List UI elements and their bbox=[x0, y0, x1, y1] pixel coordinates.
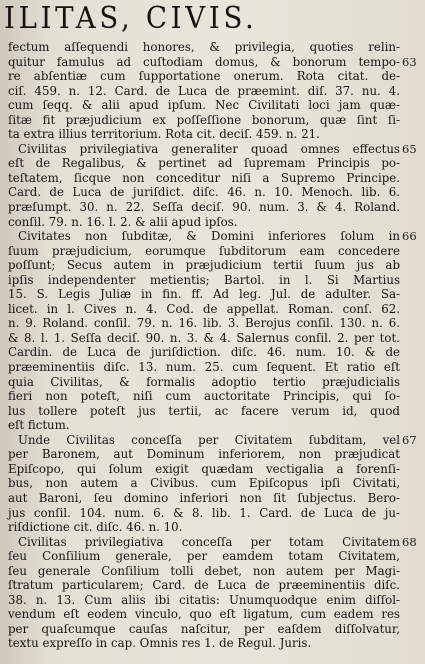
margin-paragraph-number: 63 bbox=[402, 54, 417, 69]
text-line: præeminentiis diſc. 13. num. 25. cum ſequent. Et ratio eſt bbox=[8, 360, 400, 375]
text-line: per quaſcumque cauſas naſcitur, per eaſdem diſſolvatur, bbox=[8, 621, 400, 636]
text-line: eſt fictum. bbox=[8, 418, 70, 433]
text-line: 38. n. 13. Cum aliis ibi citatis: Unumquodque enim diſſol- bbox=[8, 592, 400, 607]
text-line: Civitates non ſubditæ, & Domini inferiores ſolum in bbox=[18, 229, 400, 244]
text-line: jus conſil. 104. num. 6. & 8. lib. 1. Card. de Luca de ju- bbox=[8, 505, 400, 520]
text-line: ſitæ fit præjudicium ex poſſeſſione bonorum, quæ ſint ſi- bbox=[8, 112, 400, 127]
text-line: & 8. l. 1. Seſſa deciſ. 90. n. 3. & 4. Salernus conſil. 2. per tot. bbox=[8, 330, 400, 345]
text-line: lus tollere poteſt jus tertii, ac facere verum id, quod bbox=[8, 403, 400, 418]
text-line: bus, non autem a Civibus. cum Epiſcopus ipſi Civitati, bbox=[8, 476, 400, 491]
margin-paragraph-number: 65 bbox=[402, 141, 417, 156]
text-line: ſeu Conſilium generale, per eamdem totam Civitatem, bbox=[8, 549, 400, 564]
text-line: Civilitas privilegiativa generaliter quoad omnes effectus bbox=[18, 141, 400, 156]
text-line: ta extra illius territorium. Rota cit. deciſ. 459. n. 21. bbox=[8, 127, 320, 142]
text-line: riſdictione cit. diſc. 46. n. 10. bbox=[8, 520, 183, 535]
text-line: conſil. 79. n. 16. l. 2. & alii apud ipſos. bbox=[8, 214, 238, 229]
text-line: ſtratum particularem; Card. de Luca de præeminentiis diſc. bbox=[8, 578, 400, 593]
text-line: Card. de Luca de juriſdict. diſc. 46. n. 10. Menoch. lib. 6. bbox=[8, 185, 400, 200]
text-line: præſumpt. 30. n. 22. Seſſa deciſ. 90. num. 3. & 4. Roland. bbox=[8, 200, 400, 215]
text-line: eſt de Regalibus, & pertinet ad ſupremam Principis po- bbox=[8, 156, 400, 171]
text-line: quia Civilitas, & formalis adoptio tertio præjudicialis bbox=[8, 374, 400, 389]
text-line: 15. S. Legis Juliæ in fin. ff. Ad leg. Jul. de adulter. Sa- bbox=[8, 287, 400, 302]
text-line: Epiſcopo, qui ſolum exigit quædam vectigalia a forenſi- bbox=[8, 461, 400, 476]
running-header: ILITAS, CIVIS. bbox=[4, 1, 258, 36]
text-line: n. 9. Roland. conſil. 79. n. 16. lib. 3. Berojus conſil. 130. n. 6. bbox=[8, 316, 400, 331]
text-line: ipſis independenter metientis; Bartol. in l. Si Martius bbox=[8, 272, 400, 287]
text-line: vendum eſt eodem vinculo, quo eſt ligatum, cum eadem res bbox=[8, 607, 400, 622]
margin-paragraph-number: 68 bbox=[402, 534, 417, 549]
margin-paragraph-number: 66 bbox=[402, 229, 417, 244]
text-line: teſtatem, ſicque non conceditur niſi a Supremo Principe. bbox=[8, 170, 400, 185]
text-line: aut Baroni, ſeu domino inferiori non ſit ſubjectus. Bero- bbox=[8, 490, 400, 505]
text-line: ſeu generale Conſilium tolli debet, non autem per Magi- bbox=[8, 563, 400, 578]
body-text bbox=[8, 40, 400, 651]
text-line: Civilitas privilegiativa conceſſa per totam Civitatem bbox=[18, 534, 400, 549]
text-line: ciſ. 459. n. 12. Card. de Luca de præemint. diſ. 37. nu. 4. bbox=[8, 83, 400, 98]
text-line: fieri non poteſt, niſi cum auctoritate Principis, qui ſo- bbox=[8, 389, 400, 404]
text-line: Cardin. de Luca de juriſdiction. diſc. 46. num. 10. & de bbox=[8, 345, 400, 360]
text-line: cum ſeqq. & alii apud ipſum. Nec Civilitati loci jam quæ- bbox=[8, 98, 400, 113]
text-line: quitur famulus ad cuſtodiam domus, & bonorum tempo- bbox=[8, 54, 400, 69]
text-line: poſſunt; Secus autem in præjudicium tertii ſuum jus ab bbox=[8, 258, 400, 273]
text-line: re abſentiæ cum ſupportatione onerum. Rota citat. de- bbox=[8, 69, 400, 84]
text-line: textu expreſſo in cap. Omnis res 1. de Regul. Juris. bbox=[8, 636, 312, 651]
text-line: per Baronem, aut Dominum inferiorem, non præjudicat bbox=[8, 447, 400, 462]
text-line: licet. in l. Cives n. 4. Cod. de appellat. Roman. conſ. 62. bbox=[8, 301, 400, 316]
text-line: fectum aſſequendi honores, & privilegia, quoties relin- bbox=[8, 40, 400, 54]
text-line: Unde Civilitas conceſſa per Civitatem ſubditam, vel bbox=[18, 432, 400, 447]
text-line: ſuum præjudicium, eorumque ſubditorum eam concedere bbox=[8, 243, 400, 258]
margin-paragraph-number: 67 bbox=[402, 432, 417, 447]
